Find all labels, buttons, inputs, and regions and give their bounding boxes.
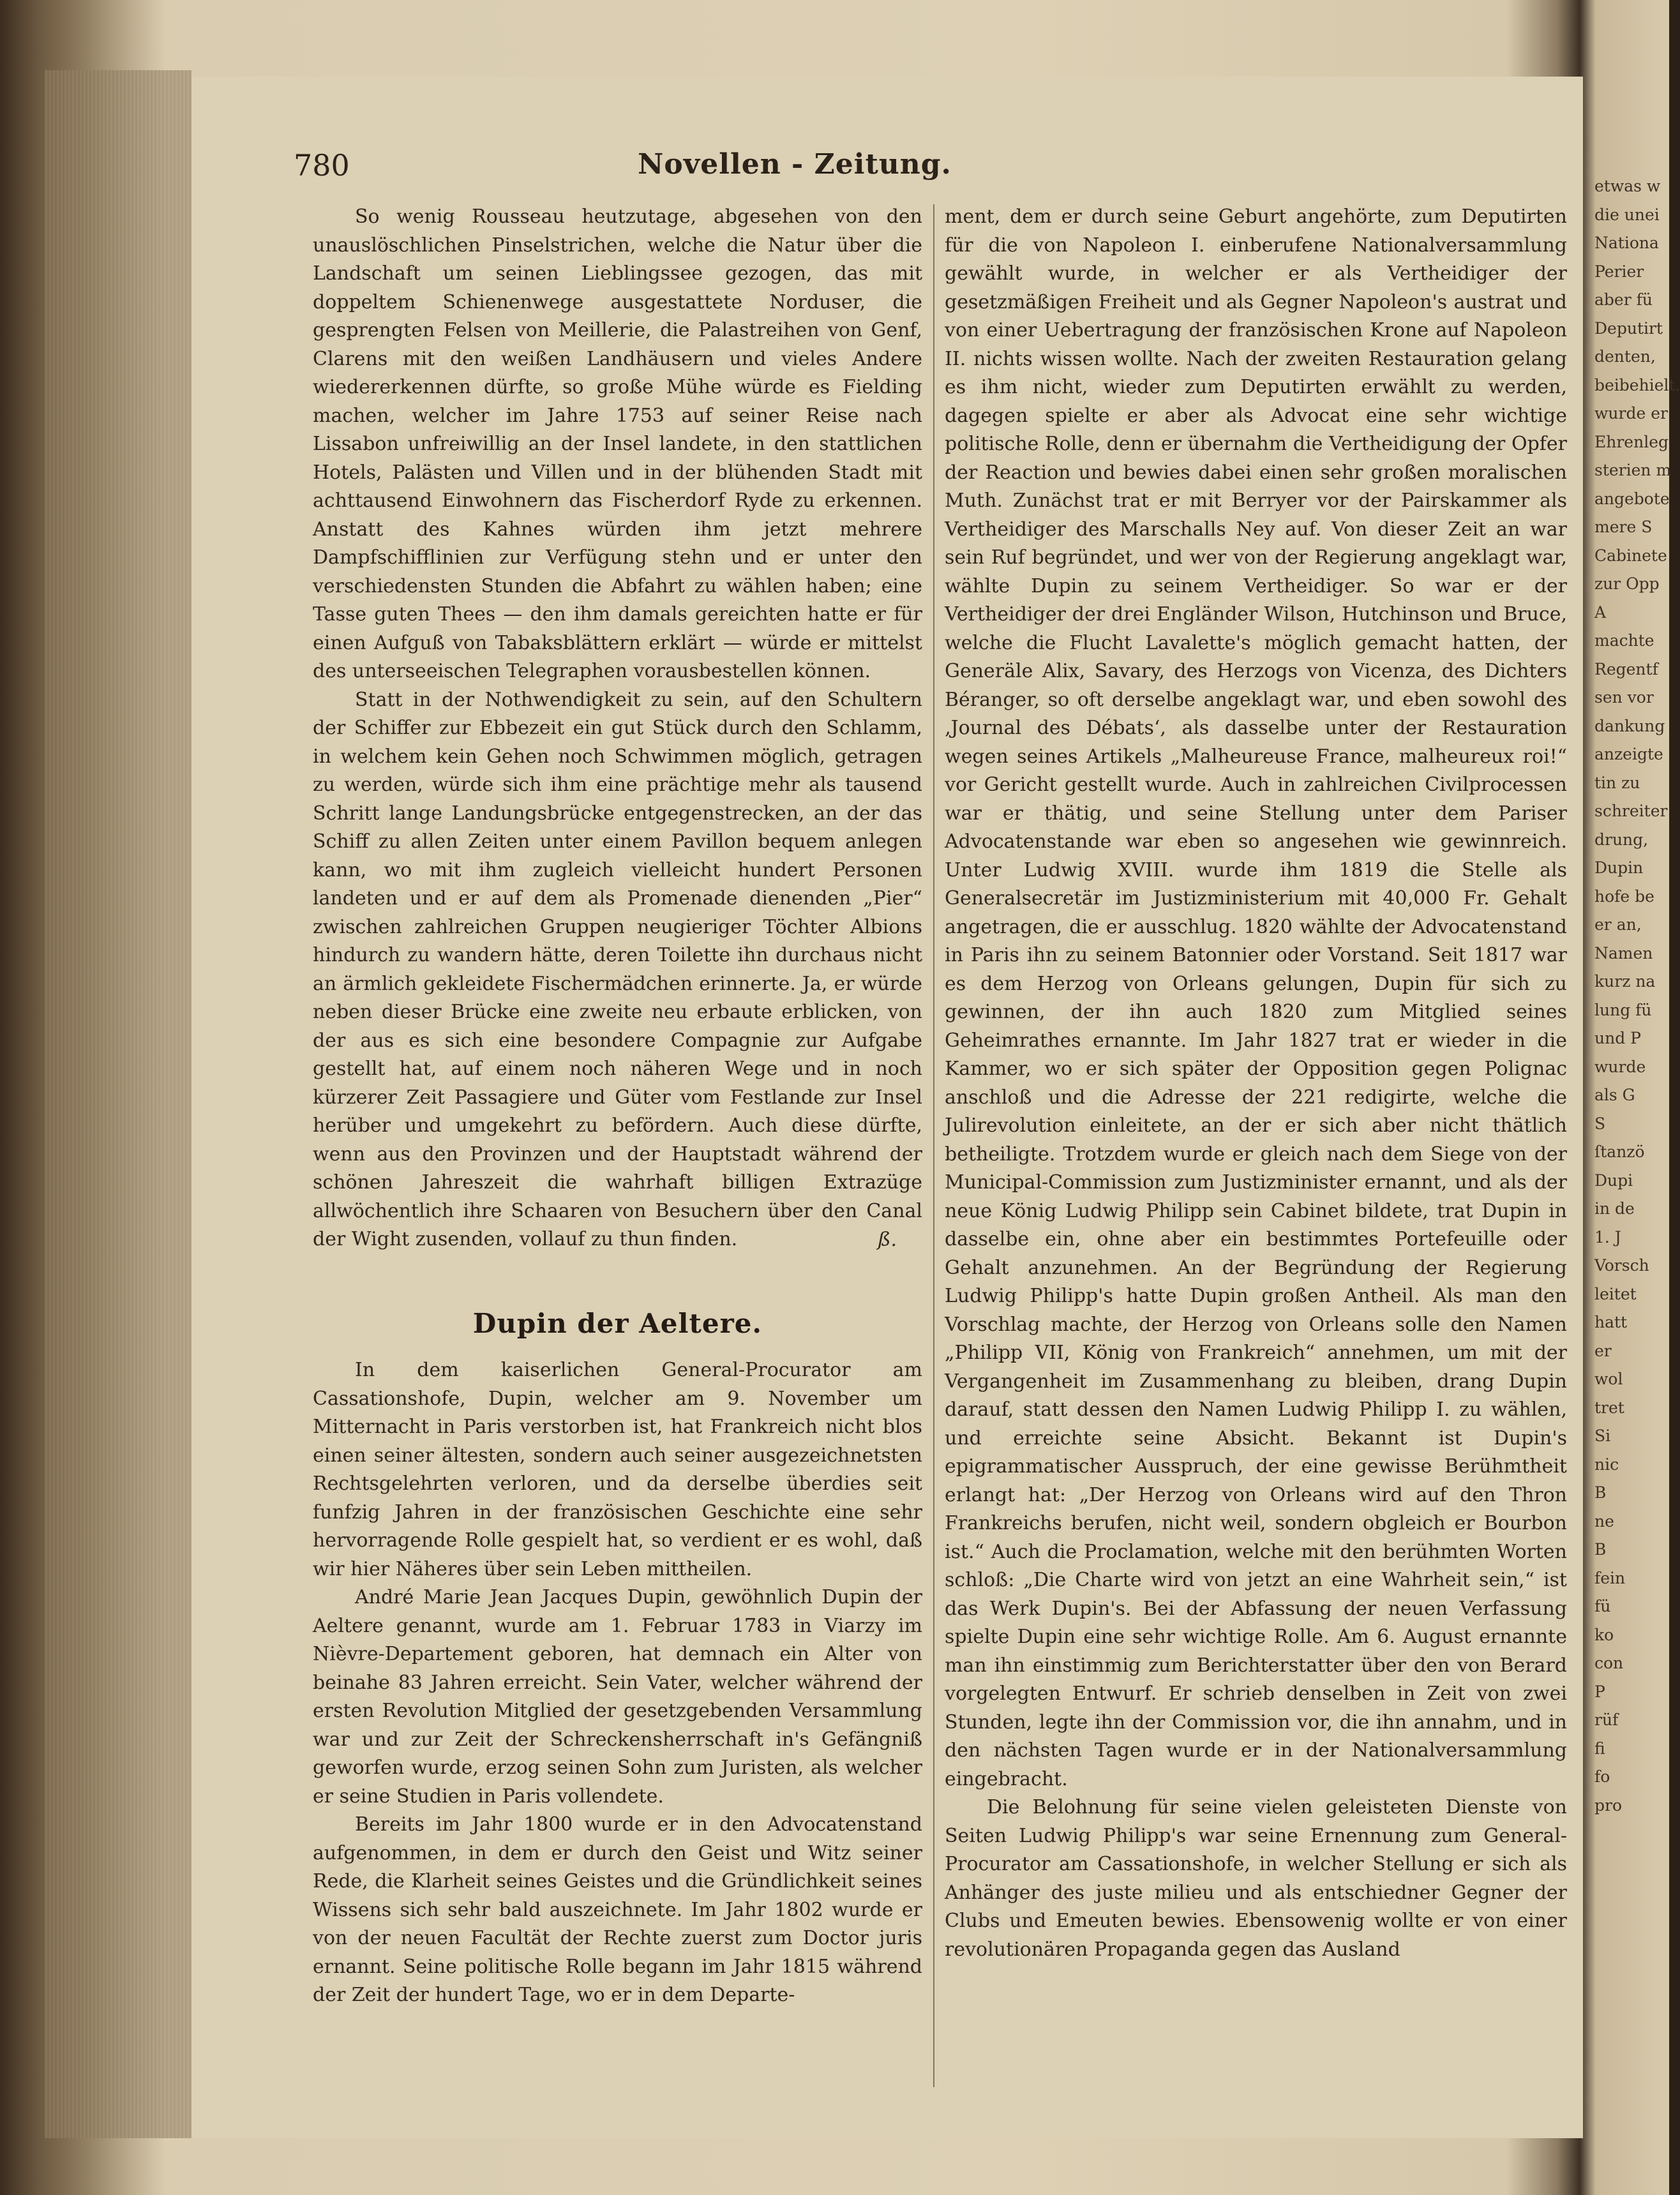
next-page-fragment: Vorsch [1594,1256,1649,1275]
page-number: 780 [294,148,350,183]
paragraph: Statt in der Nothwendigkeit zu sein, auf den Schultern der Schiffer zur Ebbezeit ein gut Stück durch den Schlamm, in welchem kein Gehen noch Schwimmen möglich, getragen zu werden, würde sich ihm eine prächtige mehr als tausend Schritt lange Landungsbrücke entgegenstrecken, an der das Schiff zu allen Zeiten unter einem Pavillon bequem anlegen kann, wo mit ihm zugleich vielleicht hundert Personen landeten und er auf dem als Promenade dienenden „Pier“ zwischen zahlreichen Gruppen neugieriger Töchter Albions hindurch zu wandern hätte, deren Toilette ihn durchaus nicht an ärmlich gekleidete Fischermädchen erinnerte. Ja, er würde neben dieser Brücke eine zweite neu erbaute erblicken, von der aus es sich eine besondere Compagnie zur Aufgabe gestellt hat, auf einem noch näheren Wege und in noch kürzerer Zeit Passagiere und Güter vom Festlande zur Insel herüber und umgekehrt zu befördern. Auch diese dürfte, wenn aus den Provinzen und der Hauptstadt während der schönen Jahreszeit die wahrhaft billigen Extrazüge allwöchentlich ihre Schaaren von Besuchern über den Canal der Wight zusenden, vollauf zu thun finden. [313,688,922,1250]
next-page-fragment: tret [1594,1398,1624,1417]
paragraph: Die Belohnung für seine vielen geleisteten Dienste von Seiten Ludwig Philipp's war seine Ernennung zum General-Procurator am Cassationshofe, in welcher Stellung er sich als Anhänger des juste milieu und als entschiedner Gegner der Clubs und Emeuten bewies. Ebensowenig wollte er von einer revolutionären Propaganda gegen das Ausland [945,1796,1567,1961]
paragraph: So wenig Rousseau heutzutage, abgesehen von den unauslöschlichen Pinselstrichen, welche die Natur über die Landschaft um seinen Lieblingssee gezogen, das mit doppeltem Schienenwege ausgestattete Norduser, die gesprengten Felsen von Meillerie, die Palastreihen von Genf, Clarens mit den weißen Landhäusern und vieles Andere wiedererkennen dürfte, so große Mühe würde es Fielding machen, welcher im Jahre 1753 auf seiner Reise nach Lissabon unfreiwillig an der Insel landete, in den stattlichen Hotels, Palästen und Villen und in der blühenden Stadt mit achttausend Einwohnern das Fischerdorf Ryde zu erkennen. Anstatt des Kahnes würden ihm jetzt mehrere Dampfschifflinien zur Verfügung stehn und er unter den verschiedensten Stunden die Abfahrt zu wählen haben; eine Tasse guten Thees — den ihm damals gereichten hatte er für einen Aufguß von Tabaksblättern erklärt — würde er mittelst des unterseeischen Telegraphen vorausbestellen können. [313,206,922,682]
next-page-fragment: nic [1594,1455,1619,1474]
paragraph: André Marie Jean Jacques Dupin, gewöhnlich Dupin der Aeltere genannt, wurde am 1. Februar 1783 in Viarzy im Nièvre-Departement geboren, hat demnach ein Alter von beinahe 83 Jahren erreicht. Sein Vater, welcher während der ersten Revolution Mitglied der gesetzgebenden Versammlung war und zur Zeit der Schreckensherrschaft in's Gefängniß geworfen wurde, erzog seinen Sohn zum Juristen, als welcher er seine Studien in Paris vollendete. [313,1586,922,1808]
next-page-fragment: Namen [1594,943,1653,963]
next-page-fragment: sterien m [1594,461,1672,479]
next-page-fragment: wurde [1594,1057,1646,1076]
next-page-fragment: machte [1594,631,1654,650]
next-page-fragment: und P [1594,1029,1641,1047]
page-edge-stack [45,70,191,2138]
next-page-fragment: hofe be [1594,887,1654,906]
paragraph: In dem kaiserlichen General-Procurator am Cassationshofe, Dupin, welcher am 9. November um Mitternacht in Paris verstorben ist, hat Frankreich nicht blos einen seiner ältesten, sondern auch seiner ausgezeichnetsten Rechtsgelehrten verloren, und da derselbe überdies seit funfzig Jahren in der französischen Geschichte eine sehr hervorragende Rolle gespielt hat, so verdient er es wohl, daß wir hier Näheres über sein Leben mittheilen. [313,1359,922,1580]
next-page-fragment: ſtanzö [1594,1142,1645,1161]
next-page-fragment: er an, [1594,915,1642,934]
right-column [945,203,1567,1964]
next-page-fragment: Cabinete [1594,546,1667,565]
next-page-fragment: P [1594,1682,1605,1701]
next-page-fragment: hatt [1594,1313,1628,1331]
next-page-fragment: rüf [1594,1711,1619,1729]
next-page-fragment: 1. J [1594,1227,1621,1247]
next-page-fragment: zur Opp [1594,574,1660,593]
next-page-fragment: B [1594,1483,1607,1502]
next-page-fragment: schreiter [1594,802,1668,820]
next-page-fragment: sen vor [1594,688,1654,707]
next-page-fragment: A [1594,603,1607,622]
next-page-fragment: aber fü [1594,290,1653,309]
next-page-fragment: als G [1594,1086,1635,1104]
next-page-fragment: Regentf [1594,659,1658,678]
next-page-fragment: leitet [1594,1284,1637,1303]
next-page-fragment: etwas w [1594,177,1661,195]
next-page-fragment: Ehrenleg [1594,432,1669,451]
next-page-fragment: Si [1594,1427,1611,1445]
next-page-fragment: die unei [1594,205,1660,224]
next-page-fragment: fi [1594,1739,1605,1758]
next-page-fragment: er [1594,1341,1612,1360]
next-page-fragment: pro [1594,1795,1623,1815]
running-title: Novellen - Zeitung. [638,148,952,181]
next-page-fragment: wurde er [1594,404,1668,423]
next-page-fragment: Deputirt [1594,318,1663,338]
next-page-fragment: fo [1594,1767,1610,1786]
article-title: Dupin der Aeltere. [472,1308,763,1339]
column-divider [933,204,934,2087]
next-page-fragment: kurz na [1594,972,1656,991]
next-page-fragment: B [1594,1540,1607,1559]
next-page-fragment: drung, [1594,830,1649,849]
next-page-fragment: Perier [1594,262,1644,281]
next-page-fragment: angebote [1594,489,1670,508]
next-page-fragment: anzeigte [1594,745,1663,763]
next-page-fragment: denten, [1594,347,1656,366]
next-page-fragment: con [1594,1654,1624,1672]
next-page-fragment: Dupi [1594,1171,1633,1190]
next-page-fragment: mere S [1594,518,1653,536]
next-page-fragment: tin zu [1594,773,1640,792]
next-page-fragment: Dupin [1594,858,1644,877]
next-page-fragment: ko [1594,1625,1614,1644]
next-page-fragment: fein [1594,1568,1626,1587]
next-page-fragment: in de [1594,1199,1635,1218]
page-header [294,148,1015,193]
next-page-fragment: Nationa [1594,234,1659,252]
next-page-fragment: S [1594,1114,1606,1133]
next-page-fragment: dankung [1594,716,1665,735]
paragraph: ment, dem er durch seine Geburt angehörte, zum Deputirten für die von Napoleon I. einberufene Nationalversammlung gewählt wurde, in welcher er als Vertheidiger der gesetzmäßigen Freiheit und als Gegner Napoleon's austrat und von einer Uebertragung der französischen Krone auf Napoleon II. nichts wissen wollte. Nach der zweiten Restauration gelang es ihm nicht, wieder zum Deputirten erwählt zu werden, dagegen spielte er aber als Advocat eine sehr wichtige politische Rolle, denn er übernahm die Vertheidigung der Opfer der Reaction und bewies dabei einen sehr großen moralischen Muth. Zunächst trat er mit Berryer vor der Pairskammer als Vertheidiger des Marschalls Ney auf. Von dieser Zeit an war sein Ruf begründet, und wer von der Regierung angeklagt war, wählte Dupin zu seinem Vertheidiger. So war er der Vertheidiger der drei Engländer Wilson, Hutchinson und Bruce, welche die Flucht Lavalette's möglich gemacht hatten, der Generäle Alix, Savary, des Herzogs von Vicenza, des Dichters Béranger, so oft derselbe angeklagt war, und eben sowohl des ‚Journal des Débats‘, als dasselbe unter der Restauration wegen seines Artikels „Malheureuse France, malheureux roi!“ vor Gericht gestellt wurde. Auch in zahlreichen Civilprocessen war er thätig, und seine Stellung unter dem Pariser Advocatenstande war eben so angesehen wie gewinnreich. Unter Ludwig XVIII. wurde ihm 1819 die Stelle als Generalsecretär im Justizministerium mit 40,000 Fr. Gehalt angetragen, die er ausschlug. 1820 wählte der Advocatenstand in Paris ihn zu seinem Batonnier oder Vorstand. Seit 1817 war es dem Herzog von Orleans gelungen, Dupin für sich zu gewinnen, der ihn auch 1820 zum Mitglied seines Geheimrathes ernannte. Im Jahr 1827 trat er wieder in die Kammer, wo er sich später der Opposition gegen Polignac anschloß und die Adresse der 221 redigirte, welche die Julirevolution einleitete, an der er sich aber nicht thätlich betheiligte. Trotzdem wurde er gleich nach dem Siege von der Municipal-Commission zum Justizminister ernannt, und als der neue König Ludwig Philipp sein Cabinet bildete, trat Dupin in dasselbe ein, ohne aber ein bestimmtes Portefeuille oder Gehalt anzunehmen. An der Begründung der Regierung Ludwig Philipp's hatte Dupin großen Antheil. Als man den Vorschlag machte, der Herzog von Orleans solle den Namen „Philipp VII, König von Frankreich“ annehmen, um mit der Vergangenheit im Zusammenhang zu bleiben, drang Dupin darauf, statt dessen den Namen Ludwig Philipp I. zu wählen, und erreichte seine Absicht. Bekannt ist Dupin's epigrammatischer Ausspruch, der eine gewisse Berühmtheit erlangt hat: „Der Herzog von Orleans wird auf den Thron Frankreichs berufen, nicht weil, sondern obgleich er Bourbon ist.“ Auch die Proclamation, welche mit den berühmten Worten schloß: „Die Charte wird von jetzt an eine Wahrheit sein,“ ist das Werk Dupin's. Bei der Abfassung der neuen Verfassung spielte Dupin eine sehr wichtige Rolle. Am 6. August ernannte man ihn einstimmig zum Berichterstatter über den von Berard vorgelegten Entwurf. Er schrieb denselben in Zeit von zwei Stunden, legte ihn der Commission vor, die ihn annahm, und in den nächsten Tagen wurde er in der Nationalversammlung eingebracht. [945,206,1567,1790]
next-page-fragment: fü [1594,1597,1611,1615]
next-page-edge [1589,77,1680,2138]
next-page-fragment: ne [1594,1511,1614,1531]
left-column [313,203,922,2010]
next-page-fragment: wol [1594,1370,1623,1388]
next-page-fragment: beibehielt. [1594,375,1680,394]
author-signature: ß. [878,1228,897,1251]
paragraph: Bereits im Jahr 1800 wurde er in den Advocatenstand aufgenommen, in dem er durch den Geist und Witz seiner Rede, die Klarheit seines Geistes und die Gründlichkeit seines Wissens sich sehr bald auszeichnete. Im Jahr 1802 wurde er von der neuen Facultät der Rechte zuerst zum Doctor juris ernannt. Seine politische Rolle begann im Jahr 1815 während der Zeit der hundert Tage, wo er in dem Departe- [313,1813,922,2006]
next-page-fragment: lung fü [1594,1000,1652,1019]
